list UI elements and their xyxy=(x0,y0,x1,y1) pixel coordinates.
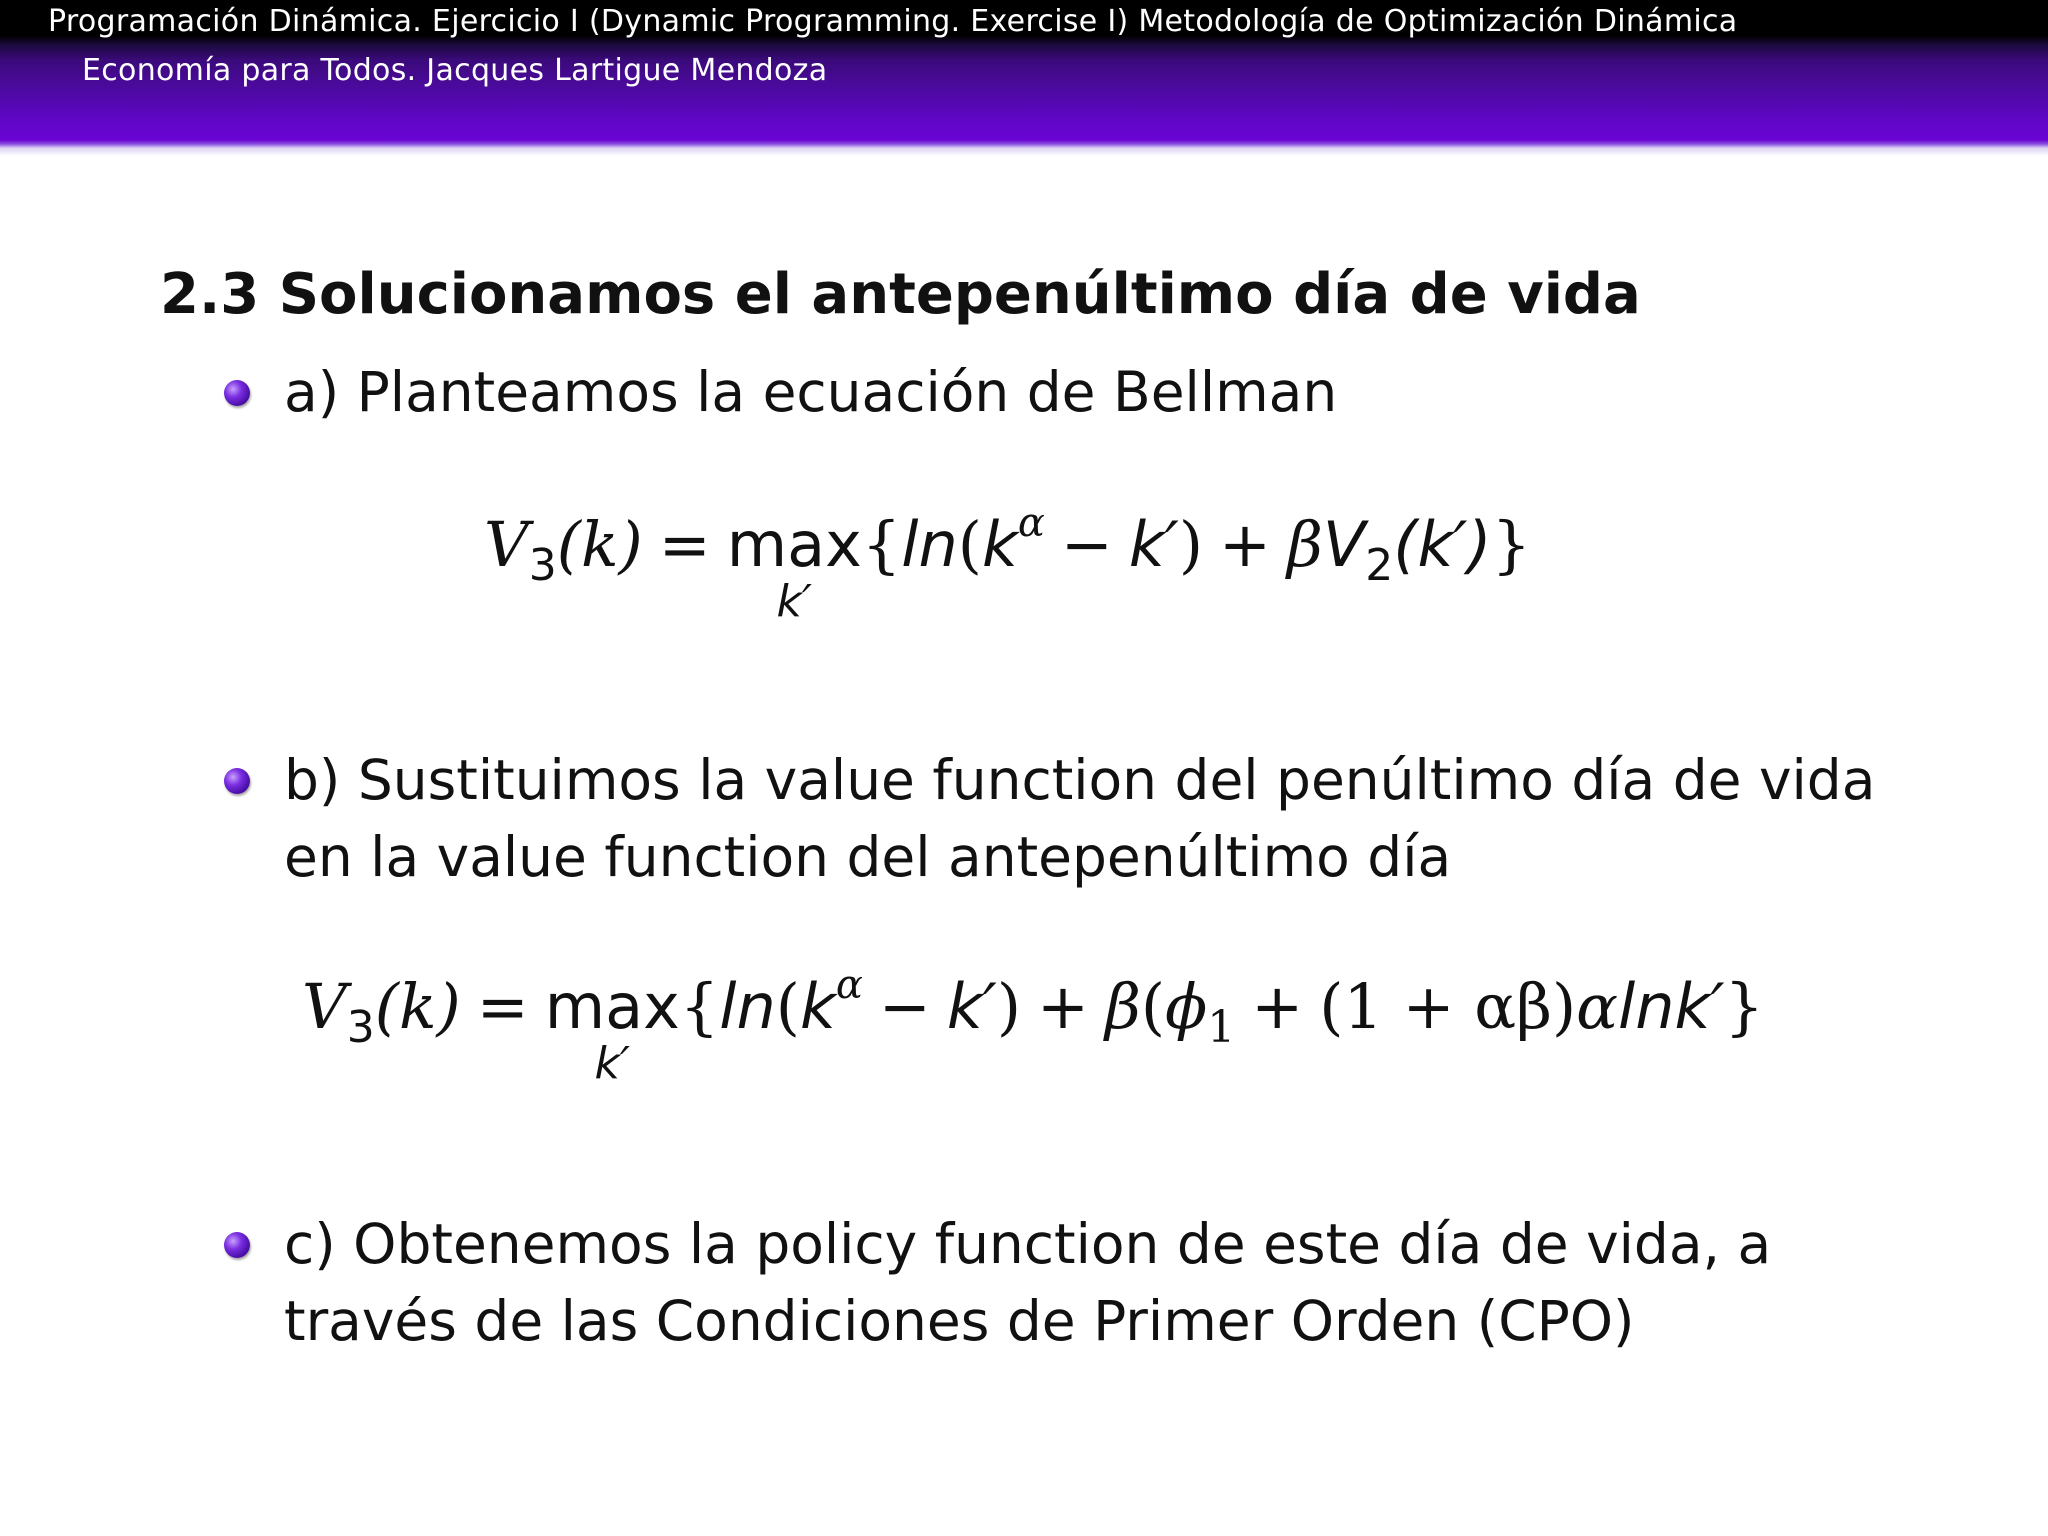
formula-max xyxy=(544,970,680,1089)
header-shadow xyxy=(0,148,2048,156)
formula-superscript: α xyxy=(835,962,863,1008)
formula-symbol: ( xyxy=(1140,970,1166,1043)
bullet-item-b: b) Sustituimos la value function del penúltimo día de vida en la value function del antepenúltimo día xyxy=(284,748,1876,889)
formula-max-label: max xyxy=(544,970,680,1043)
formula-symbol: ϕ xyxy=(1165,970,1208,1043)
formula-symbol: lnk′ xyxy=(1618,970,1725,1043)
formula-symbol: k′ xyxy=(1128,508,1179,581)
formula-subscript: 3 xyxy=(528,540,557,591)
formula-max-subscript: k′ xyxy=(776,576,812,627)
formula-symbol: (1 + αβ) xyxy=(1319,970,1577,1043)
bellman-equation-1 xyxy=(484,500,1532,627)
formula-symbol: β xyxy=(1286,508,1323,581)
formula-symbol: α xyxy=(1576,970,1619,1043)
formula-symbol: ) xyxy=(1178,508,1204,581)
formula-symbol: (k) xyxy=(374,970,461,1043)
formula-symbol: (k′) xyxy=(1393,508,1492,581)
formula-symbol: V xyxy=(1322,508,1366,581)
formula-max-subscript: k′ xyxy=(594,1038,630,1089)
formula-symbol: V xyxy=(484,508,529,581)
formula-symbol: { xyxy=(861,508,902,581)
formula-superscript: α xyxy=(1017,500,1045,546)
formula-symbol: { xyxy=(679,970,720,1043)
formula-symbol: V xyxy=(302,970,347,1043)
formula-symbol: } xyxy=(1491,508,1532,581)
formula-symbol: ( xyxy=(775,970,800,1043)
formula-operator: + xyxy=(1251,970,1304,1043)
header-title-line: Programación Dinámica. Ejercicio I (Dynamic Programming. Exercise I) Metodología de Optimización Dinámica xyxy=(48,4,1738,39)
formula-operator: = xyxy=(658,508,711,581)
bullet-item-a: a) Planteamos la ecuación de Bellman xyxy=(284,360,1338,424)
bullet-item-c: c) Obtenemos la policy function de este día de vida, a través de las Condiciones de Primer Orden (CPO) xyxy=(284,1212,1772,1353)
slide-header xyxy=(0,0,2048,148)
formula-symbol: ) xyxy=(996,970,1022,1043)
formula-symbol: ln xyxy=(901,508,958,581)
header-author-line: Economía para Todos. Jacques Lartigue Mendoza xyxy=(82,53,828,88)
bullet-icon xyxy=(224,380,250,406)
formula-subscript: 2 xyxy=(1365,540,1394,591)
bellman-equation-2 xyxy=(302,962,1764,1089)
formula-symbol: k′ xyxy=(946,970,997,1043)
formula-symbol: k xyxy=(799,970,836,1043)
formula-operator: − xyxy=(878,970,931,1043)
formula-operator: + xyxy=(1037,970,1089,1043)
section-title: 2.3 Solucionamos el antepenúltimo día de vida xyxy=(160,262,1641,327)
bullet-icon xyxy=(224,768,250,794)
formula-operator: − xyxy=(1060,508,1113,581)
formula-operator: + xyxy=(1219,508,1271,581)
formula-symbol: } xyxy=(1724,970,1764,1043)
formula-max xyxy=(726,508,862,627)
formula-symbol: ln xyxy=(719,970,776,1043)
formula-max-label: max xyxy=(726,508,862,581)
formula-subscript: 3 xyxy=(346,1002,375,1053)
formula-operator: = xyxy=(476,970,529,1043)
formula-symbol: (k) xyxy=(556,508,643,581)
formula-symbol: β xyxy=(1104,970,1141,1043)
formula-symbol: k xyxy=(981,508,1018,581)
bullet-icon xyxy=(224,1232,250,1258)
formula-subscript: 1 xyxy=(1207,1002,1236,1053)
formula-symbol: ( xyxy=(957,508,982,581)
